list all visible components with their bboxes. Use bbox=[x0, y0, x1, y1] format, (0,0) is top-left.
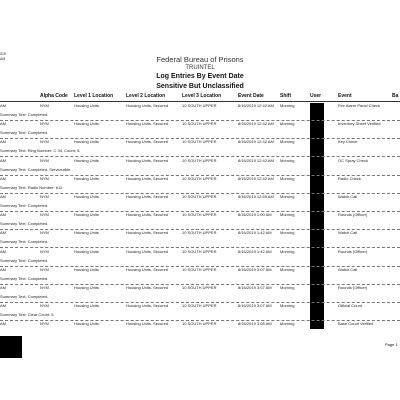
table-row bbox=[0, 322, 400, 340]
cell-level-2-location: Housing Units, Secured bbox=[126, 157, 169, 163]
col-level-2-location: Level 2 Location bbox=[126, 93, 166, 99]
cell-level-3-location: 10 SOUTH UPPER bbox=[182, 139, 217, 145]
redaction-block bbox=[0, 336, 22, 358]
user-redaction-bar bbox=[310, 321, 324, 329]
cell-event: Key Check bbox=[338, 139, 358, 145]
table-row bbox=[0, 104, 400, 122]
cell-event: Watch Call bbox=[338, 230, 358, 236]
cell-shift: Morning bbox=[280, 194, 295, 199]
cell-event-date: 8/16/2019 1:42 AM bbox=[238, 230, 272, 236]
cell-summary-text: Summary Text: Clear Count: 5. bbox=[0, 312, 55, 318]
cell-event-date: 8/16/2019 1:42 AM bbox=[238, 248, 272, 254]
cell-shift: Morning bbox=[280, 139, 295, 145]
cell-event-date: 8/16/2019 12:42 AM bbox=[238, 121, 274, 127]
cell-event: Rounds (Officer) bbox=[338, 212, 368, 218]
cell-event-date: 8/16/2019 12:42 AM bbox=[238, 157, 274, 163]
cell-level-3-location: 10 SOUTH UPPER bbox=[182, 212, 217, 218]
cell-summary-text: Summary Text: Completed. bbox=[0, 257, 49, 263]
cell-event-date: 8/16/2019 3:08 AM bbox=[238, 321, 272, 327]
cell-alpha-code: NYM bbox=[40, 248, 49, 254]
cell-alpha-code: NYM bbox=[40, 285, 49, 290]
cell-level-3-location: 10 SOUTH UPPER bbox=[182, 103, 217, 108]
cell-level-1-location: Housing Units bbox=[74, 103, 99, 108]
cell-shift: Morning bbox=[280, 103, 295, 108]
col-alpha-code: Alpha Code bbox=[40, 93, 68, 99]
cell-shift: Morning bbox=[280, 303, 295, 309]
cell-lead: AM bbox=[0, 321, 6, 327]
cell-level-3-location: 10 SOUTH UPPER bbox=[182, 321, 217, 327]
cell-level-2-location: Housing Units, Secured bbox=[126, 121, 169, 127]
col-level-1-location: Level 1 Location bbox=[74, 93, 114, 99]
cell-shift: Morning bbox=[280, 175, 295, 181]
cell-event: OC Spray Check bbox=[338, 157, 369, 163]
cell-shift: Morning bbox=[280, 212, 295, 218]
cell-alpha-code: NYM bbox=[40, 212, 49, 218]
table-row bbox=[0, 268, 400, 286]
cell-shift: Morning bbox=[280, 121, 295, 127]
cell-shift: Morning bbox=[280, 266, 295, 272]
col-ba: Ba bbox=[392, 93, 399, 99]
classification-label: Sensitive But Unclassified bbox=[156, 83, 244, 90]
cell-level-2-location: Housing Units, Secured bbox=[126, 303, 169, 309]
cell-event: Fire Alarm Panel Check bbox=[338, 103, 381, 108]
cell-summary-text: Summary Text: Completed. bbox=[0, 203, 49, 208]
cell-level-1-location: Housing Units bbox=[74, 157, 99, 163]
cell-alpha-code: NYM bbox=[40, 266, 49, 272]
cell-level-2-location: Housing Units, Secured bbox=[126, 139, 169, 145]
cell-lead: AM bbox=[0, 121, 6, 127]
cell-level-2-location: Housing Units, Secured bbox=[126, 285, 169, 290]
cell-level-2-location: Housing Units, Secured bbox=[126, 266, 169, 272]
cell-event-date: 8/16/2019 12:42 AM bbox=[238, 175, 274, 181]
cell-level-2-location: Housing Units, Secured bbox=[126, 248, 169, 254]
col-event-date: Event Date bbox=[238, 93, 264, 99]
cell-level-3-location: 10 SOUTH UPPER bbox=[182, 248, 217, 254]
cell-level-3-location: 10 SOUTH UPPER bbox=[182, 303, 217, 309]
report-title: Log Entries By Event Date bbox=[156, 73, 244, 80]
cell-event-date: 8/16/2019 12:59 AM bbox=[238, 194, 274, 199]
cell-lead: AM bbox=[0, 285, 6, 290]
cell-level-3-location: 10 SOUTH UPPER bbox=[182, 285, 217, 290]
cell-lead: AM bbox=[0, 175, 6, 181]
cell-level-3-location: 10 SOUTH UPPER bbox=[182, 121, 217, 127]
page-number: Page 1 bbox=[385, 342, 398, 347]
cell-alpha-code: NYM bbox=[40, 121, 49, 127]
cell-level-1-location: Housing Units bbox=[74, 121, 99, 127]
cell-alpha-code: NYM bbox=[40, 230, 49, 236]
cell-summary-text: Summary Text: Completed. bbox=[0, 294, 49, 299]
cell-lead: AM bbox=[0, 139, 6, 145]
cell-event-date: 8/16/2019 3:07 AM bbox=[238, 285, 272, 290]
cell-level-1-location: Housing Units bbox=[74, 303, 99, 309]
cell-level-1-location: Housing Units bbox=[74, 175, 99, 181]
cell-summary-text: Summary Text: Ring Number: C 34, Count: 5. bbox=[0, 148, 81, 154]
cell-level-1-location: Housing Units bbox=[74, 212, 99, 218]
cell-alpha-code: NYM bbox=[40, 157, 49, 163]
cell-event: Official Count bbox=[338, 303, 362, 309]
cell-level-1-location: Housing Units bbox=[74, 194, 99, 199]
cell-level-1-location: Housing Units bbox=[74, 230, 99, 236]
table-row bbox=[0, 177, 400, 195]
corner-text-bottom: AM bbox=[0, 57, 6, 61]
cell-shift: Morning bbox=[280, 321, 295, 327]
cell-lead: AM bbox=[0, 103, 6, 108]
cell-event: Watch Call bbox=[338, 266, 358, 272]
cell-level-2-location: Housing Units, Secured bbox=[126, 194, 169, 199]
cell-event-date: 8/16/2019 3:07 AM bbox=[238, 266, 272, 272]
cell-shift: Morning bbox=[280, 157, 295, 163]
cell-event-date: 8/16/2019 12:42 AM bbox=[238, 103, 274, 108]
cell-event: Rounds (Officer) bbox=[338, 248, 368, 254]
table-row bbox=[0, 231, 400, 249]
table-row bbox=[0, 250, 400, 268]
cell-summary-text: Summary Text: Completed. bbox=[0, 130, 49, 136]
col-user: User bbox=[310, 93, 322, 99]
table-row bbox=[0, 140, 400, 158]
cell-event: Base Count Verified bbox=[338, 321, 374, 327]
facility-name: TRUINTEL bbox=[185, 65, 215, 71]
cell-event: Radio Check bbox=[338, 175, 361, 181]
col-level-3-location: Level 3 Location bbox=[182, 93, 222, 99]
cell-level-3-location: 10 SOUTH UPPER bbox=[182, 175, 217, 181]
cell-level-3-location: 10 SOUTH UPPER bbox=[182, 157, 217, 163]
cell-event-date: 8/16/2019 1:00 AM bbox=[238, 212, 272, 218]
cell-alpha-code: NYM bbox=[40, 321, 49, 327]
agency-name: Federal Bureau of Prisons bbox=[156, 55, 244, 64]
cell-lead: AM bbox=[0, 230, 6, 236]
cell-shift: Morning bbox=[280, 230, 295, 236]
cell-level-1-location: Housing Units bbox=[74, 139, 99, 145]
cell-event: Watch Call bbox=[338, 194, 358, 199]
table-row bbox=[0, 159, 400, 177]
cell-level-3-location: 10 SOUTH UPPER bbox=[182, 266, 217, 272]
cell-lead: AM bbox=[0, 212, 6, 218]
cell-level-1-location: Housing Units bbox=[74, 266, 99, 272]
cell-level-2-location: Housing Units, Secured bbox=[126, 103, 169, 108]
cell-alpha-code: NYM bbox=[40, 139, 49, 145]
cell-alpha-code: NYM bbox=[40, 103, 49, 108]
table-row bbox=[0, 213, 400, 231]
cell-event-date: 8/16/2019 12:42 AM bbox=[238, 139, 274, 145]
cell-summary-text: Summary Text: Completed. bbox=[0, 112, 49, 117]
cell-alpha-code: NYM bbox=[40, 194, 49, 199]
cell-level-2-location: Housing Units, Secured bbox=[126, 175, 169, 181]
cell-lead: AM bbox=[0, 266, 6, 272]
corner-text-top: 019 bbox=[0, 52, 6, 56]
table-row bbox=[0, 286, 400, 304]
cell-summary-text: Summary Text: Radio Number: 612. bbox=[0, 184, 64, 190]
table-row bbox=[0, 195, 400, 213]
cell-lead: AM bbox=[0, 303, 6, 309]
header-rule bbox=[0, 101, 400, 102]
cell-event: Rounds (Officer) bbox=[338, 285, 368, 290]
col-shift: Shift bbox=[280, 93, 292, 99]
cell-level-2-location: Housing Units, Secured bbox=[126, 212, 169, 218]
cell-summary-text: Summary Text: Completed. Serviceable. bbox=[0, 166, 72, 172]
cell-lead: AM bbox=[0, 248, 6, 254]
cell-level-3-location: 10 SOUTH UPPER bbox=[182, 230, 217, 236]
cell-level-1-location: Housing Units bbox=[74, 321, 99, 327]
column-header-row bbox=[0, 93, 400, 101]
cell-event: Inventory Sheet Verified bbox=[338, 121, 381, 127]
table-row bbox=[0, 122, 400, 140]
cell-level-1-location: Housing Units bbox=[74, 248, 99, 254]
table-row bbox=[0, 304, 400, 322]
cell-shift: Morning bbox=[280, 285, 295, 290]
cell-summary-text: Summary Text: Completed. bbox=[0, 239, 49, 245]
cell-lead: AM bbox=[0, 194, 6, 199]
cell-level-3-location: 10 SOUTH UPPER bbox=[182, 194, 217, 199]
cell-alpha-code: NYM bbox=[40, 175, 49, 181]
cell-summary-text: Summary Text: Completed. bbox=[0, 221, 49, 227]
cell-level-1-location: Housing Units bbox=[74, 285, 99, 290]
cell-level-2-location: Housing Units, Secured bbox=[126, 321, 169, 327]
cell-summary-text: Summary Text: Completed. bbox=[0, 275, 49, 281]
cell-alpha-code: NYM bbox=[40, 303, 49, 309]
cell-level-2-location: Housing Units, Secured bbox=[126, 230, 169, 236]
cell-event-date: 8/16/2019 3:07 AM bbox=[238, 303, 272, 309]
cell-shift: Morning bbox=[280, 248, 295, 254]
col-event: Event bbox=[338, 93, 352, 99]
cell-lead: AM bbox=[0, 157, 6, 163]
